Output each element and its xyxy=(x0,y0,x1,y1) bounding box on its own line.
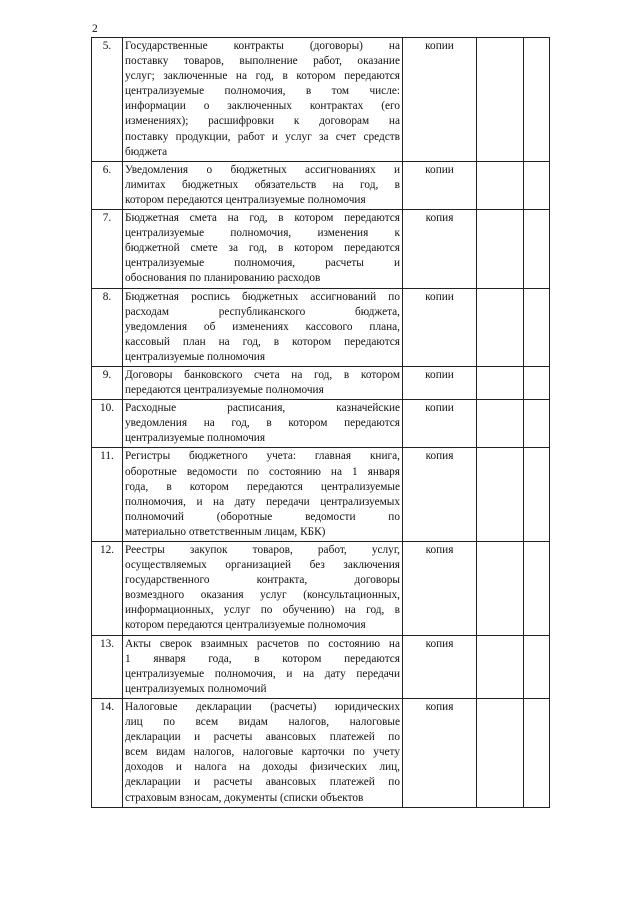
description-line: оборотные ведомости по состоянию на 1 января xyxy=(125,465,400,478)
document-form: копия xyxy=(403,698,477,807)
row-number: 8. xyxy=(92,288,123,366)
description-line: лиц по всем видам налогов, налоговые xyxy=(125,716,400,729)
document-form: копия xyxy=(403,635,477,698)
document-form: копии xyxy=(403,38,477,162)
description-line: информационных, услуг по обучению) на год, в xyxy=(125,604,400,617)
document-description xyxy=(123,635,403,698)
document-description xyxy=(123,38,403,162)
document-description xyxy=(123,448,403,542)
row-number: 13. xyxy=(92,635,123,698)
empty-cell xyxy=(477,698,524,807)
document-form: копии xyxy=(403,288,477,366)
empty-cell xyxy=(477,38,524,162)
description-line: декларации и расчеты авансовых платежей по xyxy=(125,776,400,789)
table-row xyxy=(92,161,550,209)
document-description xyxy=(123,161,403,209)
table-row xyxy=(92,542,550,636)
table-row xyxy=(92,635,550,698)
row-number: 12. xyxy=(92,542,123,636)
document-description xyxy=(123,400,403,448)
description-line: возмездного оказания услуг (консультационных, xyxy=(125,589,400,602)
document-form: копия xyxy=(403,542,477,636)
documents-table xyxy=(91,37,550,808)
row-number: 14. xyxy=(92,698,123,807)
description-line: Налоговые декларации (расчеты) юридических xyxy=(125,700,400,713)
description-line: централизуемые полномочия, и на дату передачи xyxy=(125,667,400,680)
table-row xyxy=(92,448,550,542)
row-number: 9. xyxy=(92,366,123,399)
empty-cell xyxy=(477,210,524,288)
row-number: 6. xyxy=(92,161,123,209)
empty-cell xyxy=(524,448,550,542)
description-line: 1 января года, в котором передаются xyxy=(125,652,400,665)
table-row xyxy=(92,366,550,399)
empty-cell xyxy=(524,161,550,209)
description-line: всем видам налогов, налоговые карточки по учету xyxy=(125,746,400,759)
empty-cell xyxy=(477,366,524,399)
description-line: Реестры закупок товаров, работ, услуг, xyxy=(125,544,400,556)
description-line: кассовый план на год, в котором передаются xyxy=(125,335,400,348)
description-line: информации о заключенных контрактах (его xyxy=(125,100,400,113)
documents-table-body xyxy=(92,38,550,808)
description-line: доходов и налога на доходы физических лиц, xyxy=(125,761,400,774)
empty-cell xyxy=(524,210,550,288)
description-line: Государственные контракты (договоры) на xyxy=(125,40,400,52)
description-line: централизуемые полномочия xyxy=(125,432,266,445)
description-line: передаются централизуемые полномочия xyxy=(125,384,324,397)
document-form: копия xyxy=(403,448,477,542)
empty-cell xyxy=(477,542,524,636)
description-line: Уведомления о бюджетных ассигнованиях и xyxy=(125,163,400,176)
description-line: централизуемые полномочия, расчеты и xyxy=(125,257,400,270)
description-line: централизуемых полномочий xyxy=(125,682,267,695)
description-line: лимитах бюджетных обязательств на год, в xyxy=(125,178,400,191)
document-form: копии xyxy=(403,366,477,399)
description-line: централизуемые полномочия, в том числе: xyxy=(125,85,400,98)
description-line: полномочий (оборотные ведомости по xyxy=(125,510,400,523)
document-form: копии xyxy=(403,400,477,448)
description-line: поставку товаров, выполнение работ, оказание xyxy=(125,55,400,68)
table-row xyxy=(92,288,550,366)
description-line: котором передаются централизуемые полномочия xyxy=(125,193,366,206)
document-description xyxy=(123,288,403,366)
document-description xyxy=(123,210,403,288)
row-number: 11. xyxy=(92,448,123,542)
description-line: Бюджетная смета на год, в котором передаются xyxy=(125,212,400,225)
empty-cell xyxy=(477,400,524,448)
description-line: обоснования по планированию расходов xyxy=(125,272,321,285)
table-row xyxy=(92,38,550,162)
table-row xyxy=(92,698,550,807)
description-line: Акты сверок взаимных расчетов по состоянию на xyxy=(125,637,400,650)
description-line: осуществляемых организацией без заключения xyxy=(125,559,400,572)
table-row xyxy=(92,400,550,448)
description-line: уведомления на год, в котором передаются xyxy=(125,417,400,430)
row-number: 10. xyxy=(92,400,123,448)
empty-cell xyxy=(524,400,550,448)
description-line: Регистры бюджетного учета: главная книга, xyxy=(125,450,400,463)
description-line: государственного контракта, договоры xyxy=(125,574,400,587)
document-description xyxy=(123,366,403,399)
description-line: уведомления об изменениях кассового плана, xyxy=(125,320,400,333)
description-line: полномочия, и на дату передачи централизуемых xyxy=(125,495,400,508)
row-number: 7. xyxy=(92,210,123,288)
description-line: Бюджетная роспись бюджетных ассигнований по xyxy=(125,290,400,303)
empty-cell xyxy=(524,635,550,698)
document-form: копии xyxy=(403,161,477,209)
description-line: котором передаются централизуемые полномочия xyxy=(125,619,366,632)
empty-cell xyxy=(524,288,550,366)
page-number: 2 xyxy=(92,23,98,35)
empty-cell xyxy=(477,448,524,542)
empty-cell xyxy=(477,161,524,209)
description-line: Расходные расписания, казначейские xyxy=(125,402,400,415)
document-description xyxy=(123,698,403,807)
description-line: поставку продукции, работ и услуг за счет средств xyxy=(125,130,400,143)
description-line: материально ответственным лицам, КБК) xyxy=(125,525,326,538)
description-line: централизуемые полномочия, изменения к xyxy=(125,227,400,240)
empty-cell xyxy=(524,698,550,807)
description-line: года, в котором передаются централизуемые xyxy=(125,480,400,493)
description-line: изменениях); расшифровки к договорам на xyxy=(125,115,400,128)
description-line: страховым взносам, документы (списки объектов xyxy=(125,791,364,804)
description-line: Договоры банковского счета на год, в котором xyxy=(125,368,400,381)
row-number: 5. xyxy=(92,38,123,162)
document-form: копия xyxy=(403,210,477,288)
document-description xyxy=(123,542,403,636)
description-line: централизуемые полномочия xyxy=(125,350,266,363)
empty-cell xyxy=(524,542,550,636)
description-line: услуг; заключенные на год, в котором передаются xyxy=(125,70,400,83)
description-line: расходам республиканского бюджета, xyxy=(125,305,400,318)
description-line: бюджетной смете за год, в котором передаются xyxy=(125,242,400,255)
description-line: декларации и расчеты авансовых платежей по xyxy=(125,731,400,744)
table-row xyxy=(92,210,550,288)
empty-cell xyxy=(477,288,524,366)
empty-cell xyxy=(524,38,550,162)
description-line: бюджета xyxy=(125,145,168,158)
empty-cell xyxy=(524,366,550,399)
empty-cell xyxy=(477,635,524,698)
